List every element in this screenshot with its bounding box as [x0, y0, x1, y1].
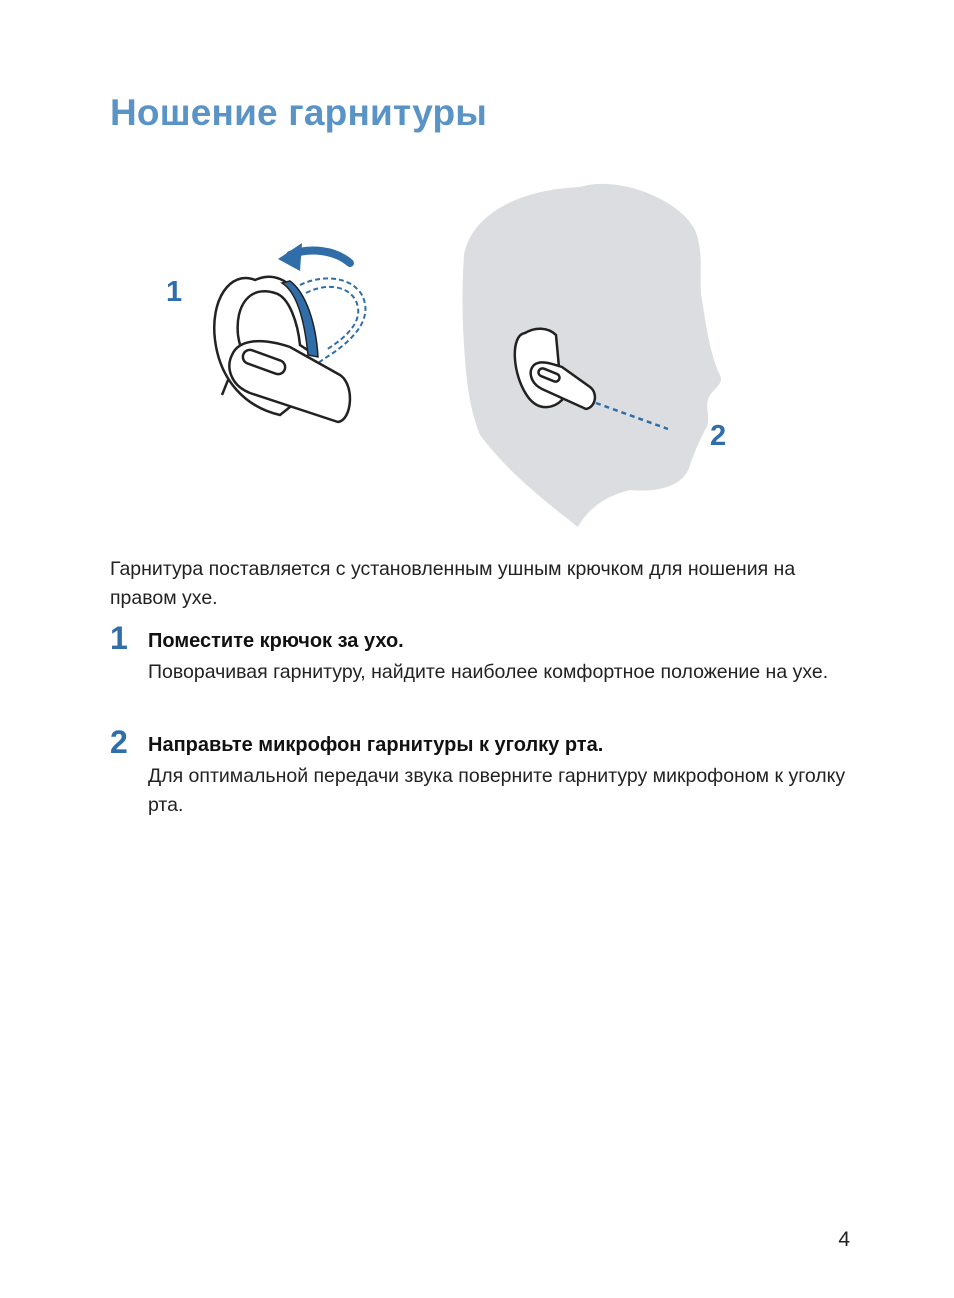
step-number: 1	[110, 620, 128, 656]
head-silhouette	[463, 184, 722, 527]
illustration-svg	[150, 175, 750, 535]
page-number: 4	[838, 1228, 850, 1251]
callout-2: 2	[710, 420, 727, 452]
step-text: Для оптимальной передачи звука поверните гарнитуру микрофоном к уголку рта.	[148, 765, 846, 816]
callout-1: 1	[166, 276, 183, 308]
step-number: 2	[110, 724, 128, 760]
page-title: Ношение гарнитуры	[110, 92, 488, 133]
step-heading: Поместите крючок за ухо.	[148, 630, 404, 652]
headset-illustration	[150, 175, 750, 535]
intro-text: Гарнитура поставляется с установленным ушным крючком для ношения на правом ухе.	[110, 558, 796, 609]
step-heading: Направьте микрофон гарнитуры к уголку рта.	[148, 734, 604, 756]
step-text: Поворачивая гарнитуру, найдите наиболее комфортное положение на ухе.	[148, 661, 829, 683]
